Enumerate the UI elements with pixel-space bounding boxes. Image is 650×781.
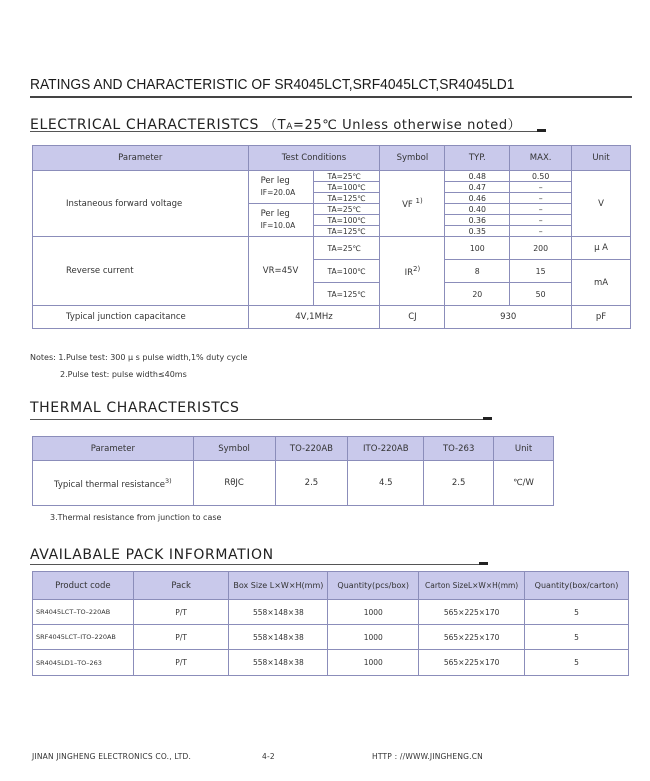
electrical-table [32,145,631,329]
pack-pack: P/T [133,650,229,676]
reverse-max: 200 [510,237,572,260]
footer-website: HTTP : //WWW.JINGHENG.CN [372,752,483,761]
forward-temp: TA=125℃ [313,193,380,204]
header-max: MAX. [510,146,572,171]
reverse-typ: 20 [445,283,510,306]
pack-header-pack: Pack [133,572,229,600]
electrical-title-block [537,129,546,132]
reverse-typ: 100 [445,237,510,260]
forward-max: – [510,215,572,226]
forward-row [33,171,631,182]
electrical-header-row [33,146,631,171]
forward-parameter: Instaneous forward voltage [33,171,249,237]
pack-table [32,571,629,676]
pack-row [33,650,629,676]
forward-max: 0.50 [510,171,572,182]
thermal-table [32,436,554,506]
pack-header-quantity-box: Quantity(pcs/box) [328,572,419,600]
pack-quantity-box: 1000 [328,600,419,625]
forward-typ: 0.35 [445,226,510,237]
thermal-header-to220ab: TO-220AB [275,437,348,461]
note-1: Notes: 1.Pulse test: 300 μ s pulse width,1% duty cycle [30,353,248,362]
pack-row [33,625,629,650]
reverse-max: 50 [510,283,572,306]
forward-group2 [248,204,313,237]
forward-temp: TA=25℃ [313,204,380,215]
reverse-unit-ua: μ A [572,237,631,260]
forward-group1-label: Per leg [260,176,290,186]
forward-group2-label: Per leg [260,209,290,219]
forward-temp: TA=125℃ [313,226,380,237]
pack-pack: P/T [133,600,229,625]
pack-quantity-box: 1000 [328,650,419,676]
pack-quantity-carton: 5 [525,600,629,625]
thermal-value-to263: 2.5 [424,461,494,506]
forward-temp: TA=25℃ [313,171,380,182]
pack-quantity-carton: 5 [525,625,629,650]
pack-row [33,600,629,625]
footer-company: JINAN JINGHENG ELECTRONICS CO., LTD. [32,752,192,761]
pack-section-title: AVAILABALE PACK INFORMATION [30,547,274,563]
thermal-section-title: THERMAL CHARACTERISTCS [30,400,240,416]
footer-page-number: 4-2 [262,752,275,761]
header-unit: Unit [572,146,631,171]
forward-max: – [510,226,572,237]
pack-header-product-code: Product code [33,572,134,600]
electrical-title-main: ELECTRICAL CHARACTERISTCS [30,117,259,133]
capacitance-value: 930 [445,306,572,329]
electrical-title-condition: （TA=25℃ Unless otherwise noted） [264,118,522,133]
forward-typ: 0.40 [445,204,510,215]
header-parameter: Parameter [33,146,249,171]
reverse-parameter: Reverse current [33,237,249,306]
reverse-typ: 8 [445,260,510,283]
thermal-row [33,461,554,506]
thermal-title-rule [30,419,490,420]
pack-product-code: SR4045LD1–TO–263 [33,650,134,676]
capacitance-condition: 4V,1MHz [248,306,380,329]
pack-product-code: SR4045LCT–TO–220AB [33,600,134,625]
pack-header-box-size: Box Size L×W×H(mm) [229,572,328,600]
forward-typ: 0.36 [445,215,510,226]
reverse-max: 15 [510,260,572,283]
capacitance-parameter: Typical junction capacitance [33,306,249,329]
thermal-header-to263: TO-263 [424,437,494,461]
reverse-row [33,237,631,260]
forward-symbol: VF $^{1)}$ [380,171,445,237]
pack-quantity-box: 1000 [328,625,419,650]
thermal-header-ito220ab: ITO-220AB [348,437,424,461]
pack-product-code: SRF4045LCT–ITO–220AB [33,625,134,650]
capacitance-symbol: CJ [380,306,445,329]
header-symbol: Symbol [380,146,445,171]
forward-group1-current: IF=20.0A [260,188,296,197]
reverse-temp: TA=25℃ [313,237,380,260]
header-test-conditions: Test Conditions [248,146,380,171]
reverse-temp: TA=100℃ [313,260,380,283]
capacitance-unit: pF [572,306,631,329]
forward-temp: TA=100℃ [313,182,380,193]
pack-quantity-carton: 5 [525,650,629,676]
forward-max: – [510,182,572,193]
forward-typ: 0.48 [445,171,510,182]
thermal-parameter: Typical thermal resistance$^{3)}$ [33,461,194,506]
note-2: 2.Pulse test: pulse width≤40ms [60,370,187,379]
title-rule [30,96,632,98]
forward-max: – [510,193,572,204]
thermal-title-block [483,417,492,420]
thermal-unit: ℃/W [494,461,554,506]
thermal-header-unit: Unit [494,437,554,461]
forward-temp: TA=100℃ [313,215,380,226]
reverse-unit-ma: mA [572,260,631,306]
pack-carton-size: 565×225×170 [419,600,525,625]
thermal-header-parameter: Parameter [33,437,194,461]
pack-header-quantity-carton: Quantity(box/carton) [525,572,629,600]
forward-typ: 0.46 [445,193,510,204]
reverse-condition: VR=45V [248,237,313,306]
pack-title-block [479,562,488,565]
pack-carton-size: 565×225×170 [419,625,525,650]
pack-box-size: 558×148×38 [229,625,328,650]
thermal-header-symbol: Symbol [193,437,275,461]
electrical-title-rule [30,131,546,132]
thermal-header-row [33,437,554,461]
reverse-symbol: IR$^{2)}$ [380,237,445,306]
thermal-note: 3.Thermal resistance from junction to case [50,513,222,522]
forward-group1 [248,171,313,204]
thermal-symbol: RθJC [193,461,275,506]
pack-box-size: 558×148×38 [229,600,328,625]
pack-carton-size: 565×225×170 [419,650,525,676]
page-title: RATINGS AND CHARACTERISTIC OF SR4045LCT,SRF4045LCT,SR4045LD1 [30,76,515,93]
reverse-temp: TA=125℃ [313,283,380,306]
thermal-value-ito220ab: 4.5 [348,461,424,506]
pack-header-row [33,572,629,600]
pack-pack: P/T [133,625,229,650]
pack-box-size: 558×148×38 [229,650,328,676]
forward-group2-current: IF=10.0A [260,221,296,230]
thermal-value-to220ab: 2.5 [275,461,348,506]
forward-typ: 0.47 [445,182,510,193]
forward-max: – [510,204,572,215]
header-typ: TYP. [445,146,510,171]
pack-title-rule [30,564,488,565]
forward-unit: V [572,171,631,237]
capacitance-row [33,306,631,329]
pack-header-carton-size: Carton SizeL×W×H(mm) [419,572,525,600]
